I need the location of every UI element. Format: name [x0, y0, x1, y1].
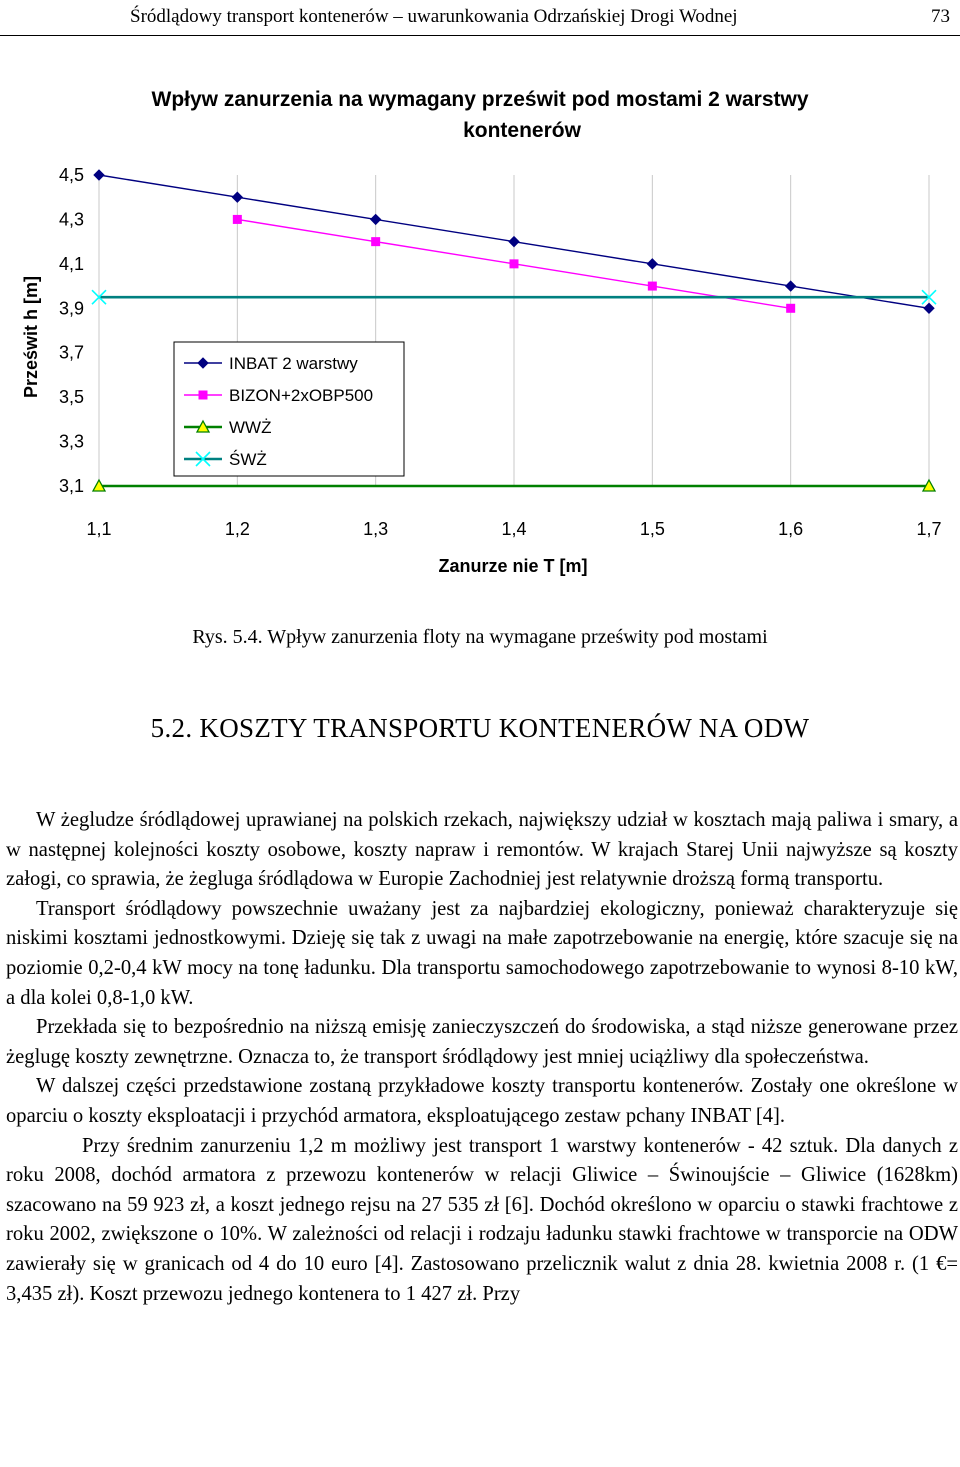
- data-point-diamond-marker: [786, 281, 796, 291]
- y-tick-label: 3,5: [58, 387, 84, 408]
- chart-legend: [174, 342, 404, 476]
- y-tick-label: 4,1: [58, 253, 84, 274]
- page-number: 73: [931, 6, 950, 27]
- data-point-diamond-marker: [371, 214, 381, 224]
- x-tick-label: 1,7: [916, 519, 942, 539]
- body-text: [6, 806, 958, 1309]
- data-point-square-marker: [371, 237, 380, 246]
- y-tick-label: 3,3: [58, 431, 84, 452]
- data-point-square-marker: [233, 215, 242, 224]
- chart-y-axis-label: Prześwit h [m]: [21, 275, 41, 399]
- x-tick-label: 1,3: [363, 519, 389, 539]
- running-header: [0, 0, 960, 36]
- paragraph: W żegludze śródlądowej uprawianej na polskich rzekach, największy udział w kosztach mają paliwa i smary, a w następnej kolejności koszty osobowe, koszty napraw i remontów. W krajach Starej Unii najwyższe są koszty załogi, co sprawia, że żegluga śródlądowa w Europie Zachodniej jest relatywnie droższą formą transportu.: [6, 809, 958, 891]
- data-point-diamond-marker: [232, 192, 242, 202]
- figure-caption: Rys. 5.4. Wpływ zanurzenia floty na wymagane prześwity pod mostami: [192, 626, 768, 648]
- y-tick-label: 3,1: [58, 476, 84, 496]
- x-tick-label: 1,6: [778, 519, 804, 539]
- chart-title-line-1: Wpływ zanurzenia na wymagany prześwit pod mostami 2 warstwy: [151, 88, 809, 111]
- data-point-square-marker: [648, 282, 657, 291]
- legend-label: ŚWŻ: [229, 450, 267, 469]
- data-point-square-marker: [786, 304, 795, 313]
- x-tick-label: 1,5: [639, 519, 665, 539]
- data-point-diamond-marker: [509, 237, 519, 247]
- x-tick-label: 1,1: [86, 519, 112, 539]
- legend-label: WWŻ: [229, 418, 272, 437]
- y-tick-label: 3,9: [58, 298, 84, 319]
- paragraph: Przekłada się to bezpośrednio na niższą emisję zanieczyszczeń do środowiska, a stąd niższe generowane przez żeglugę koszty zewnętrzne. Oznacza to, że transport śródlądowy jest mniej uciążliwy dla społeczeństwa.: [6, 1016, 958, 1068]
- data-point-diamond-marker: [924, 303, 934, 313]
- x-tick-label: 1,2: [224, 519, 250, 539]
- legend-label: INBAT 2 warstwy: [229, 354, 358, 373]
- data-point-square-marker: [510, 259, 519, 268]
- data-point-diamond-marker: [94, 170, 104, 180]
- y-tick-label: 3,7: [58, 342, 84, 363]
- section-heading: 5.2. KOSZTY TRANSPORTU KONTENERÓW NA ODW: [150, 713, 810, 743]
- paragraph: W dalszej części przedstawione zostaną przykładowe koszty transportu kontenerów. Zostały one określone w oparciu o koszty eksploatacji i przychód armatora, eksploatującego zestaw pchany INBAT [4].: [6, 1075, 958, 1127]
- legend-label: BIZON+2xOBP500: [229, 386, 374, 405]
- data-point-diamond-marker: [647, 259, 657, 269]
- y-tick-label: 4,5: [58, 165, 84, 185]
- y-tick-label: 4,3: [58, 209, 84, 230]
- legend-square-marker: [199, 391, 208, 400]
- chart-x-axis-label: Zanurze nie T [m]: [438, 556, 588, 576]
- chart: [0, 70, 960, 590]
- paragraph: Transport śródlądowy powszechnie uważany jest za najbardziej ekologiczny, ponieważ charakteryzuje się niskimi kosztami jednostkowymi. Dzieję się tak z uwagi na małe zapotrzebowanie na energię, które szacuje się na poziomie 0,2-0,4 kW mocy na tonę ładunku. Dla transportu samochodowego zapotrzebowanie to wynosi 8-10 kW, a dla kolei 0,8-1,0 kW.: [6, 897, 958, 1009]
- chart-title-line-2: kontenerów: [463, 119, 581, 142]
- paragraph: Przy średnim zanurzeniu 1,2 m możliwy jest transport 1 warstwy kontenerów - 42 sztuk. Dla danych z roku 2008, dochód armatora z przewozu kontenerów w relacji Gliwice – Świnoujście – Gliwice (1628km) szacowano na 59 923 zł, a koszt jednego rejsu na 27 535 zł [6]. Dochód określono w oparciu o stawki frachtowe z roku 2002, zwiększone o 10%. W zależności od relacji i rodzaju ładunku stawki frachtowe w transporcie na ODW zawierały się w granicach od 4 do 10 euro [4]. Zastosowano przelicznik walut z dnia 28. kwietnia 2008 r. (1 €= 3,435 zł). Koszt przewozu jednego kontenera to 1 427 zł. Przy: [6, 1134, 958, 1305]
- x-tick-label: 1,4: [501, 519, 527, 539]
- running-header-title: Śródlądowy transport kontenerów – uwarunkowania Odrzańskiej Drogi Wodnej: [130, 6, 738, 27]
